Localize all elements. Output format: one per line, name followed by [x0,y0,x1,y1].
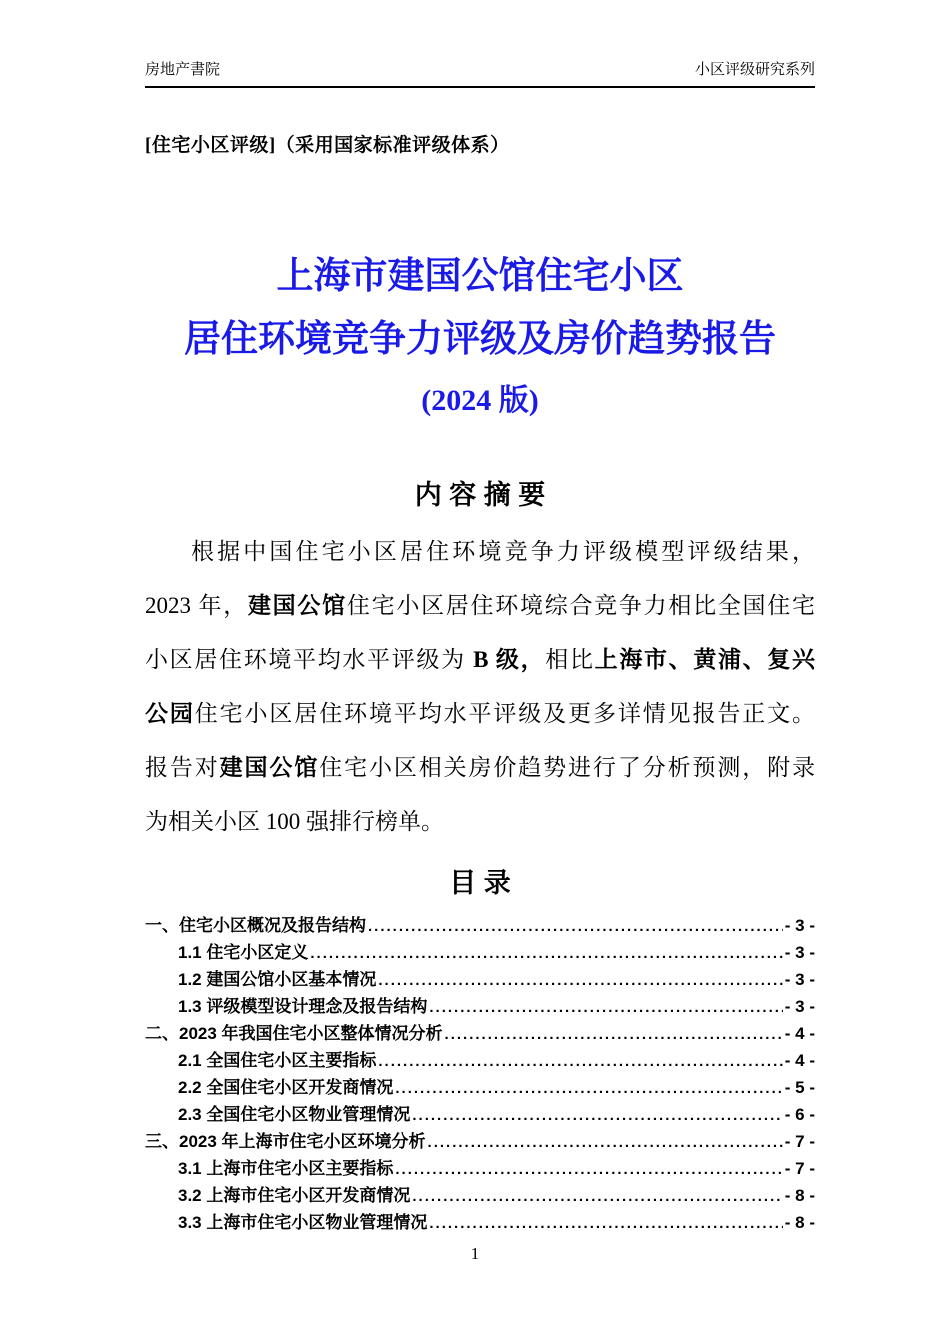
summary-text-bold: B 级， [473,647,546,672]
page-number: 1 [470,1244,480,1263]
table-of-contents [145,913,815,1237]
summary-paragraph [145,525,815,849]
toc-page-number: - 3 - [784,997,815,1016]
toc-entry-label: 1.2 建国公馆小区基本情况 [178,970,377,989]
toc-page-number: - 6 - [784,1105,815,1124]
toc-entry [145,1102,815,1129]
toc-page-number: - 7 - [784,1132,815,1151]
toc-entry-label: 2.1 全国住宅小区主要指标 [178,1051,377,1070]
toc-page-number: - 8 - [784,1213,815,1232]
toc-entry [145,913,815,940]
toc-dot-leader [395,1156,782,1183]
toc-page-number: - 3 - [784,943,815,962]
toc-page-number: - 3 - [784,970,815,989]
header-right-text: 小区评级研究系列 [694,61,815,78]
summary-line [145,741,815,795]
toc-page-number: - 7 - [784,1159,815,1178]
report-series-tagline: [住宅小区评级]（采用国家标准评级体系） [145,135,510,156]
summary-text: 住宅小区居住环境平均水平评级及更多详情见报告正文。 [194,701,816,726]
summary-line [145,525,815,579]
summary-text: 2023 年， [145,593,248,618]
toc-dot-leader [395,1075,782,1102]
summary-line [145,687,815,741]
toc-entry [145,1156,815,1183]
page-header [145,58,815,88]
toc-entry [145,994,815,1021]
toc-entry [145,1210,815,1237]
summary-text: 相比 [545,647,595,672]
toc-entry [145,1048,815,1075]
toc-entry-label: 3.2 上海市住宅小区开发商情况 [178,1186,411,1205]
toc-dot-leader [412,1102,782,1129]
toc-dot-leader [368,913,783,940]
toc-entry-label: 3.1 上海市住宅小区主要指标 [178,1159,394,1178]
toc-dot-leader [429,1210,782,1237]
summary-line [145,795,815,849]
toc-dot-leader [310,940,782,967]
summary-text-bold: 建国公馆 [219,755,320,780]
report-title-line-1: 上海市建国公馆住宅小区 [276,256,684,297]
toc-entry-label: 二、2023 年我国住宅小区整体情况分析 [145,1024,443,1043]
toc-page-number: - 3 - [784,916,815,935]
summary-text: 报告对 [145,755,220,780]
summary-line [145,579,815,633]
toc-entry-label: 一、住宅小区概况及报告结构 [145,916,366,935]
toc-page-number: - 4 - [784,1051,815,1070]
toc-entry [145,940,815,967]
summary-text: 小区居住环境平均水平评级为 [145,647,474,672]
toc-entry [145,1021,815,1048]
toc-page-number: - 5 - [784,1078,815,1097]
toc-entry-label: 3.3 上海市住宅小区物业管理情况 [178,1213,428,1232]
summary-text-bold: 建国公馆 [247,593,347,618]
toc-heading: 目 录 [449,868,511,898]
summary-text: 为相关小区 100 强排行榜单。 [145,809,444,834]
report-title-line-2: 居住环境竞争力评级及房价趋势报告 [184,319,776,360]
toc-entry-label: 1.1 住宅小区定义 [178,943,309,962]
header-left-text: 房地产書院 [145,61,221,78]
summary-heading: 内 容 摘 要 [414,480,546,510]
report-title [145,245,815,431]
summary-text-bold: 公园 [145,701,195,726]
toc-dot-leader [429,994,782,1021]
toc-dot-leader [378,967,782,994]
report-title-edition: (2024 版) [421,384,539,417]
summary-line [145,633,815,687]
summary-text: 根据中国住宅小区居住环境竞争力评级模型评级结果， [191,539,815,564]
toc-page-number: - 4 - [784,1024,815,1043]
toc-entry-label: 2.2 全国住宅小区开发商情况 [178,1078,394,1097]
summary-text: 住宅小区居住环境综合竞争力相比全国住宅 [346,593,816,618]
toc-dot-leader [428,1129,783,1156]
toc-entry-label: 1.3 评级模型设计理念及报告结构 [178,997,428,1016]
toc-entry [145,1129,815,1156]
toc-dot-leader [378,1048,782,1075]
toc-dot-leader [412,1183,782,1210]
summary-text-bold: 上海市、黄浦、复兴 [594,647,816,672]
toc-entry [145,1075,815,1102]
toc-entry-label: 三、2023 年上海市住宅小区环境分析 [145,1132,426,1151]
toc-entry [145,1183,815,1210]
toc-entry-label: 2.3 全国住宅小区物业管理情况 [178,1105,411,1124]
toc-entry [145,967,815,994]
toc-dot-leader [445,1021,783,1048]
toc-page-number: - 8 - [784,1186,815,1205]
summary-text: 住宅小区相关房价趋势进行了分析预测，附录 [319,755,816,780]
